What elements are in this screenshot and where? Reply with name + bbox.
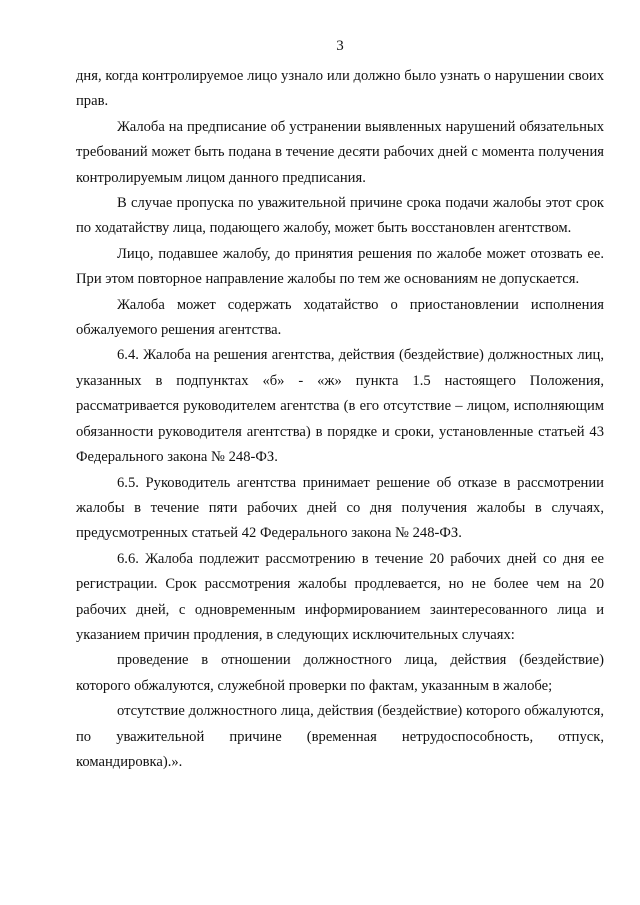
paragraph-prescription-appeal: Жалоба на предписание об устранении выявленных нарушений обязательных требований может быть подана в течение десяти рабочих дней с момента получения контролируемым лицом данного предписания. (76, 118, 604, 186)
paragraph-continuation: дня, когда контролируемое лицо узнало или должно было узнать о нарушении своих прав. (76, 68, 604, 110)
paragraph-clause-6-6: 6.6. Жалоба подлежит рассмотрению в течение 20 рабочих дней со дня ее регистрации. Срок рассмотрения жалобы продлевается, но не более чем на 20 рабочих дней, с одновременным информированием заинтересованного лица и указанием причин продления, в следующих исключительных случаях: (76, 550, 604, 643)
document-body (76, 64, 604, 775)
paragraph-complaint-withdrawal: Лицо, подавшее жалобу, до принятия решения по жалобе может отозвать ее. При этом повторное направление жалобы по тем же основаниям не допускается. (76, 245, 604, 288)
paragraph-case-official-inspection: проведение в отношении должностного лица, действия (бездействие) которого обжалуются, служебной проверки по фактам, указанным в жалобе; (76, 652, 604, 694)
paragraph-case-official-absence: отсутствие должностного лица, действия (бездействие) которого обжалуются, по уважительной причине (временная нетрудоспособность, отпуск, командировка).». (76, 703, 604, 770)
paragraph-clause-6-4: 6.4. Жалоба на решения агентства, действия (бездействие) должностных лиц, указанных в подпунктах «б» - «ж» пункта 1.5 настоящего Положения, рассматривается руководителем агентства (в его отсутствие – лицом, исполняющим обязанности руководителя агентства) в порядке и сроки, установленные статьей 43 Федерального закона № 248-ФЗ. (76, 347, 604, 466)
paragraph-suspension-request: Жалоба может содержать ходатайство о приостановлении исполнения обжалуемого решения агентства. (76, 296, 604, 339)
page-number: 3 (336, 38, 344, 54)
paragraph-deadline-restoration: В случае пропуска по уважительной причине срока подачи жалобы этот срок по ходатайству лица, подающего жалобу, может быть восстановлен агентством. (76, 195, 604, 237)
paragraph-clause-6-5: 6.5. Руководитель агентства принимает решение об отказе в рассмотрении жалобы в течение пяти рабочих дней со дня получения жалобы в случаях, предусмотренных статьей 42 Федерального закона № 248-ФЗ. (76, 474, 604, 542)
